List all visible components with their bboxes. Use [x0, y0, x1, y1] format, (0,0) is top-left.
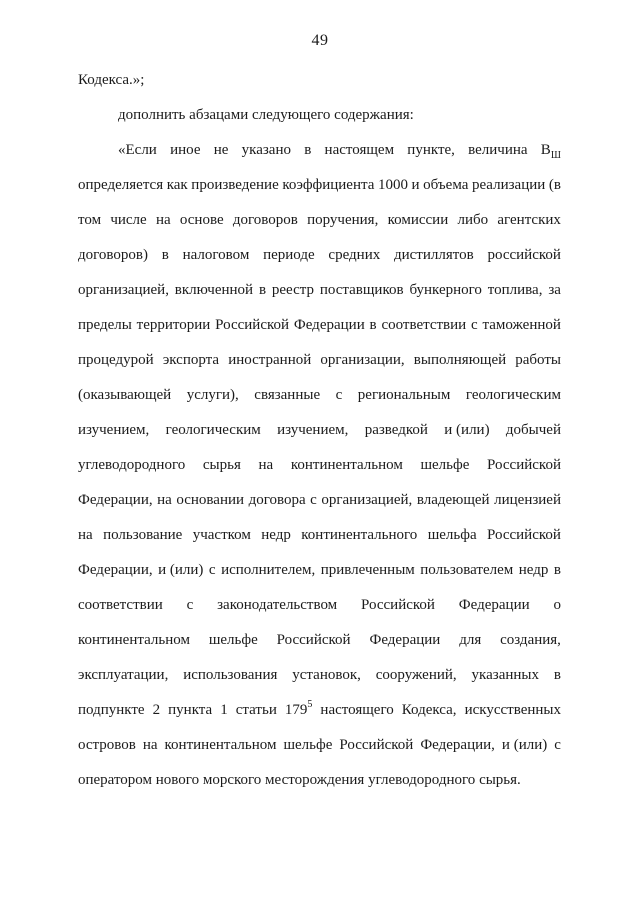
word: включенной — [174, 282, 254, 298]
word: в — [161, 247, 169, 263]
text-line — [118, 133, 561, 168]
text-line — [78, 658, 561, 693]
word: региональным — [357, 387, 451, 403]
word: дистиллятов — [393, 247, 474, 263]
word-base: 179 — [284, 702, 308, 718]
word: (в — [548, 177, 561, 193]
word: островов — [78, 737, 136, 753]
word: разведкой — [364, 422, 428, 438]
word: о — [553, 597, 561, 613]
word: на — [258, 457, 274, 473]
word: и — [411, 177, 420, 193]
word: континентальном — [78, 632, 190, 648]
word: за — [548, 282, 561, 298]
word: Российской — [276, 632, 351, 648]
text-line — [78, 378, 561, 413]
word: для — [459, 632, 482, 648]
word: услуги), — [186, 387, 239, 403]
word: континентального — [301, 527, 418, 543]
word: коэффициента — [282, 177, 375, 193]
word: изучением, — [277, 422, 349, 438]
word: пользование — [103, 527, 183, 543]
text-line — [78, 273, 561, 308]
word: поставщиков — [319, 282, 404, 298]
word: величина — [468, 142, 528, 158]
word: пункте, — [407, 142, 455, 158]
word: сооружений, — [375, 667, 457, 683]
word: организацией, — [78, 282, 169, 298]
word: углеводородного — [368, 772, 476, 788]
word: недр — [261, 527, 291, 543]
word: основании — [176, 492, 245, 508]
word: с — [310, 492, 317, 508]
word: геологическим — [465, 387, 561, 403]
word: на — [155, 212, 171, 228]
word: иностранной — [228, 352, 312, 368]
word-with-superscript — [285, 693, 313, 728]
word: исполнителем, — [221, 562, 316, 578]
page-number: 49 — [311, 32, 329, 49]
word: содержания: — [334, 107, 414, 123]
word: участком — [192, 527, 251, 543]
word: работы — [515, 352, 561, 368]
word: агентских — [497, 212, 561, 228]
word: искусственных — [464, 702, 561, 718]
word: шельфа — [427, 527, 477, 543]
word: основе — [179, 212, 224, 228]
word: российской — [487, 247, 561, 263]
word: в — [553, 667, 561, 683]
word: с — [554, 737, 561, 753]
word: геологическим — [165, 422, 261, 438]
word: договора — [248, 492, 306, 508]
word: 1000 — [377, 177, 408, 193]
word: настоящем — [324, 142, 395, 158]
text-line — [78, 168, 561, 203]
word: соответствии — [78, 597, 163, 613]
word-with-subscript — [541, 133, 561, 168]
word: подпункте — [78, 702, 145, 718]
text-line — [78, 63, 561, 98]
text-line — [118, 98, 561, 133]
word: настоящего — [320, 702, 394, 718]
word: периоде — [263, 247, 315, 263]
word: указанных — [471, 667, 539, 683]
word: континентальном — [164, 737, 277, 753]
word: выполняющей — [413, 352, 507, 368]
word: сырья — [202, 457, 241, 473]
word: Российской — [361, 597, 435, 613]
word: не — [213, 142, 229, 158]
word: реализации — [471, 177, 546, 193]
word: с — [471, 317, 478, 333]
word: эксплуатации, — [78, 667, 169, 683]
word: сырья. — [479, 772, 521, 788]
text-line — [78, 483, 561, 518]
word: статьи — [235, 702, 277, 718]
word: иное — [170, 142, 201, 158]
text-line — [78, 728, 561, 763]
word: установок, — [292, 667, 361, 683]
word: в — [553, 562, 561, 578]
word: изучением, — [78, 422, 150, 438]
text-line — [78, 343, 561, 378]
word-base: В — [540, 142, 551, 158]
word: нового — [155, 772, 200, 788]
word: комиссии — [387, 212, 449, 228]
document-lines — [78, 63, 561, 798]
word: определяется — [78, 177, 164, 193]
word: пользователем — [420, 562, 514, 578]
word: шельфе — [420, 457, 470, 473]
word: реестр — [271, 282, 314, 298]
text-line — [78, 553, 561, 588]
word: с — [335, 387, 343, 403]
word: Российской — [215, 317, 290, 333]
word: поручения, — [307, 212, 379, 228]
word: морского — [202, 772, 262, 788]
word: указано — [241, 142, 291, 158]
word: пункта — [168, 702, 213, 718]
word: шельфе — [283, 737, 333, 753]
word: шельфе — [208, 632, 258, 648]
word: в — [258, 282, 267, 298]
superscript: 5 — [307, 699, 313, 710]
word: Федерации, — [78, 492, 153, 508]
text-line — [78, 413, 561, 448]
word: «Если — [118, 142, 157, 158]
word: Кодекса.»; — [78, 72, 145, 88]
word: произведение — [191, 177, 279, 193]
word: и (или) — [501, 737, 548, 753]
word: Российской — [487, 527, 561, 543]
word: договоров) — [78, 247, 148, 263]
word: Федерации — [369, 632, 441, 648]
word: 2 — [152, 702, 161, 718]
word: следующего — [251, 107, 331, 123]
word: с — [208, 562, 216, 578]
word: владеющей — [416, 492, 490, 508]
word: Федерации — [458, 597, 530, 613]
word: числе — [110, 212, 147, 228]
text-line — [78, 238, 561, 273]
word: Федерации — [293, 317, 365, 333]
word: процедурой — [78, 352, 154, 368]
word: организации, — [320, 352, 405, 368]
word: (оказывающей — [78, 387, 172, 403]
word: привлеченным — [320, 562, 415, 578]
text-line — [78, 763, 561, 798]
word: 1 — [220, 702, 228, 718]
word: том — [78, 212, 102, 228]
word: месторождения — [265, 772, 365, 788]
word: таможенной — [482, 317, 561, 333]
word: в — [369, 317, 377, 333]
word: соответствии — [381, 317, 467, 333]
word: недр — [518, 562, 549, 578]
word: экспорта — [162, 352, 220, 368]
word: Федерации, — [420, 737, 495, 753]
word: абзацами — [189, 107, 249, 123]
word: на — [157, 492, 172, 508]
word: на — [142, 737, 158, 753]
word: организацией, — [321, 492, 413, 508]
word: топлива, — [487, 282, 543, 298]
text-line — [78, 623, 561, 658]
word: в — [304, 142, 312, 158]
word: использования — [183, 667, 278, 683]
word: и (или) — [444, 422, 490, 438]
word: договоров — [232, 212, 298, 228]
word: как — [166, 177, 188, 193]
word: углеводородного — [78, 457, 186, 473]
word: Федерации, — [78, 562, 153, 578]
word: Российской — [339, 737, 414, 753]
word: лицензией — [494, 492, 561, 508]
word: связанные — [254, 387, 321, 403]
text-line — [78, 203, 561, 238]
word: Российской — [487, 457, 561, 473]
text-line — [78, 518, 561, 553]
text-line — [78, 448, 561, 483]
word: на — [78, 527, 93, 543]
word: Кодекса, — [401, 702, 457, 718]
word: законодательством — [217, 597, 338, 613]
word: объема — [423, 177, 469, 193]
word: территории — [136, 317, 211, 333]
word: континентальном — [290, 457, 403, 473]
word: либо — [457, 212, 489, 228]
word: оператором — [78, 772, 153, 788]
word: средних — [328, 247, 381, 263]
subscript: Ш — [550, 150, 561, 161]
word: добычей — [505, 422, 561, 438]
text-line — [78, 308, 561, 343]
word: дополнить — [118, 107, 186, 123]
word: налоговом — [182, 247, 250, 263]
word: и (или) — [158, 562, 204, 578]
text-line — [78, 588, 561, 623]
text-line — [78, 693, 561, 728]
word: бункерного — [409, 282, 482, 298]
word: пределы — [78, 317, 132, 333]
word: создания, — [500, 632, 561, 648]
word: с — [186, 597, 194, 613]
